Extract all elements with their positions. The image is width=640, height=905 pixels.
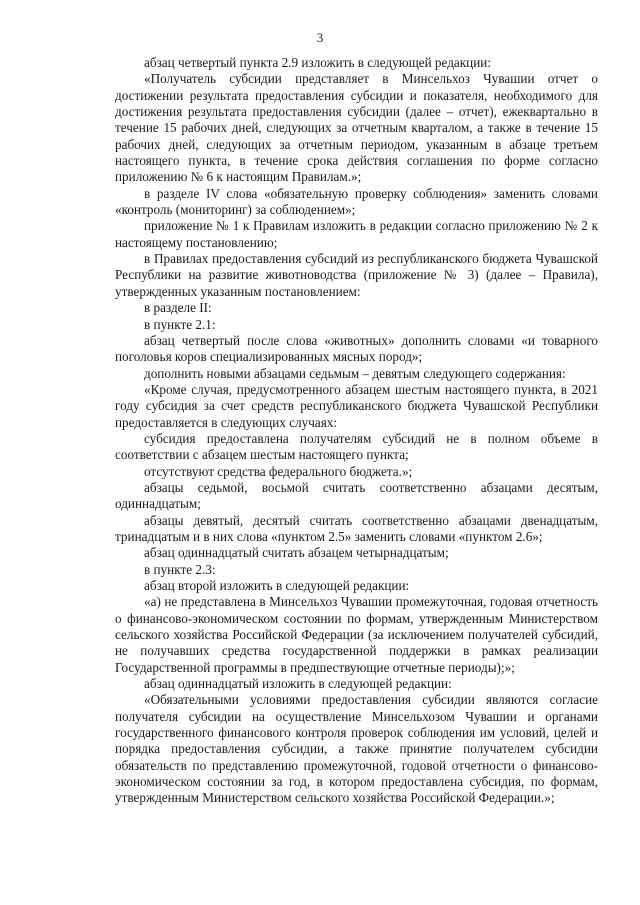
paragraph: абзац второй изложить в следующей редакции: [144, 578, 410, 593]
paragraph: в пункте 2.3: [144, 561, 216, 577]
paragraph: «Обязательными условиями предоставления субсидии являются согласие получателя субсидии на осуществление Минсельхозом Чувашии и органами государственного финансового контроля проверок соблюдения им условий, целей и порядка предоставления субсидии, а также принятие получателем субсидии обязательств по представлению промежуточной, годовой отчетности о финансово-экономическом состоянии за год, в котором предоставлена субсидия, по формам, утвержденным Министерством сельского хозяйства Российской Федерации.»; [115, 692, 598, 806]
paragraph: абзац четвертый после слова «животных» дополнить словами «и товарного поголовья коров специализированных мясных пород»; [115, 332, 598, 365]
paragraph: в разделе II: [144, 300, 212, 316]
paragraph: в разделе IV слова «обязательную проверку соблюдения» заменить словами «контроль (мониторинг) за соблюдением»; [115, 185, 598, 218]
page-number: 3 [316, 30, 324, 45]
paragraph: приложение № 1 к Правилам изложить в редакции согласно приложению № 2 к настоящему постановлению; [115, 218, 598, 250]
paragraph: абзац одиннадцатый считать абзацем четырнадцатым; [144, 545, 449, 561]
paragraph: субсидия предоставлена получателям субсидий не в полном объеме в соответствии с абзацем шестым настоящего пункта; [115, 430, 598, 463]
paragraph: «Получатель субсидии представляет в Минсельхоз Чувашии отчет о достижении результата предоставления субсидии и показателя, необходимого для достижения результата предоставления субсидии (далее – отчет), ежеквартально в течение 15 рабочих дней, следующих за отчетным кварталом, а также в течение 15 рабочих дней, следующих за отчетным периодом, указанным в абзаце третьем настоящего пункта, в течение срока действия соглашения по форме согласно приложению № 6 к настоящим Правилам.»; [115, 71, 598, 185]
paragraph: дополнить новыми абзацами седьмым – девятым следующего содержания: [144, 365, 566, 381]
paragraph: в Правилах предоставления субсидий из республиканского бюджета Чувашской Республики на развитие животноводства (приложение № 3) (далее – Правила), утвержденных указанным постановлением: [115, 251, 598, 299]
paragraph: отсутствуют средства федерального бюджета.»; [144, 463, 413, 479]
paragraph: абзац четвертый пункта 2.9 изложить в следующей редакции: [144, 55, 492, 70]
document-body [115, 55, 598, 807]
paragraph: «а) не представлена в Минсельхоз Чувашии промежуточная, годовая отчетность о финансово-экономическом состоянии по формам, утвержденным Министерством сельского хозяйства Российской Федерации (за исключением получателей субсидий, не получавших средства государственной поддержки в рамках реализации Государственной программы в предшествующие отчетные периоды);»; [115, 594, 598, 675]
paragraph: абзацы седьмой, восьмой считать соответственно абзацами десятым, одиннадцатым; [115, 479, 598, 512]
paragraph: «Кроме случая, предусмотренного абзацем шестым настоящего пункта, в 2021 году субсидия за счет средств республиканского бюджета Чувашской Республики предоставляется в следующих случаях: [115, 381, 598, 430]
paragraph: в пункте 2.1: [144, 316, 216, 332]
paragraph: абзацы девятый, десятый считать соответственно абзацами двенадцатым, тринадцатым и в них слова «пунктом 2.5» заменить словами «пунктом 2.6»; [115, 512, 598, 544]
paragraph: абзац одиннадцатый изложить в следующей редакции: [144, 676, 452, 692]
